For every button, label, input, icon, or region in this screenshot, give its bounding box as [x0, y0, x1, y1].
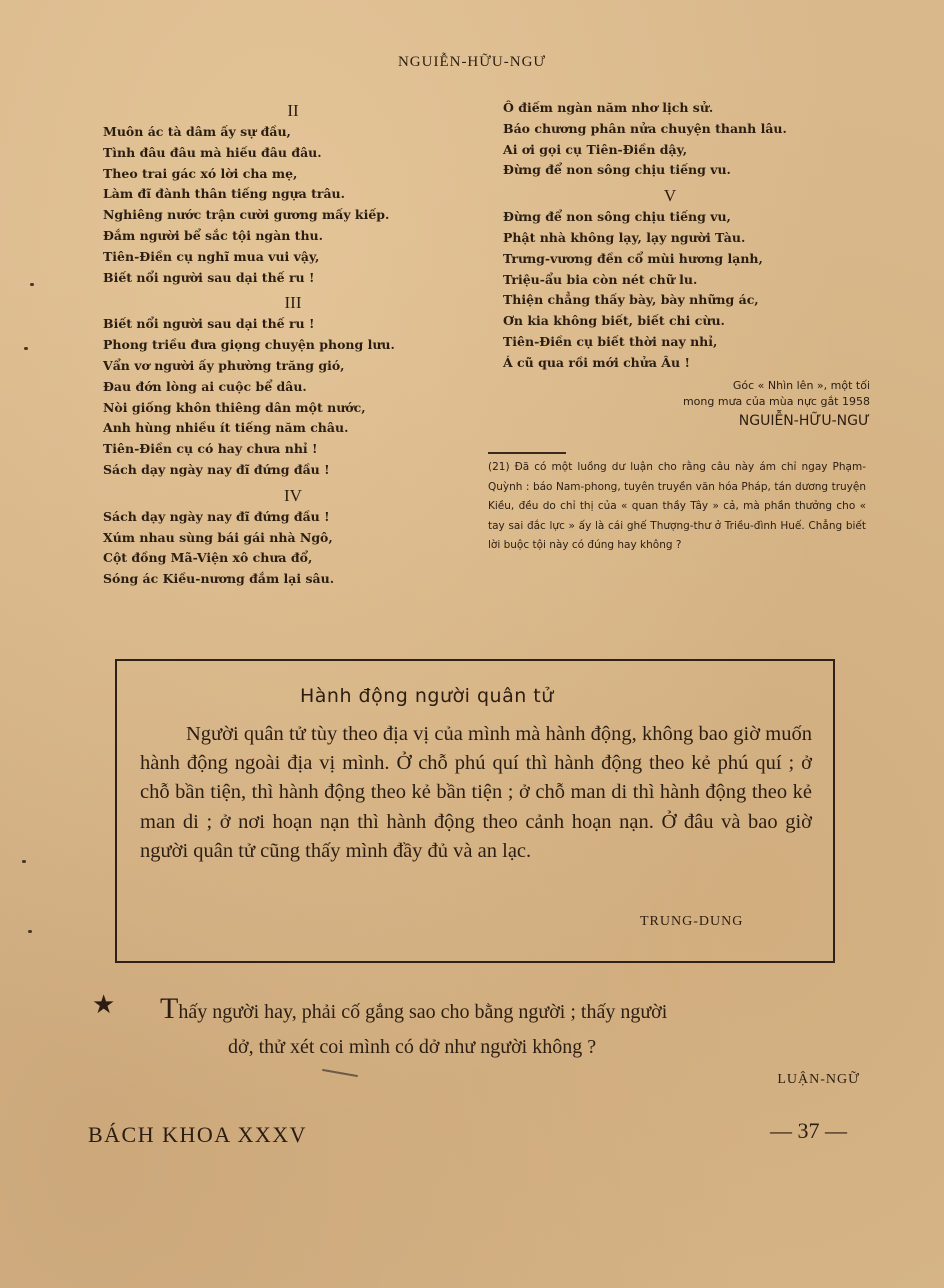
verse-line: Tiên-Điền cụ có hay chưa nhỉ !	[103, 441, 318, 457]
verse-line: Đừng để non sông chịu tiếng vu,	[503, 209, 731, 225]
paper-speck	[28, 930, 32, 933]
verse-line: Ai ơi gọi cụ Tiên-Điền dậy,	[503, 141, 688, 157]
publication-title: BÁCH KHOA XXXV	[88, 1122, 308, 1147]
verse-line: Á cũ qua rồi mới chửa Âu !	[503, 354, 690, 370]
poem-continuation	[503, 98, 883, 181]
paper-speck	[24, 347, 28, 350]
poem-section-iv	[103, 485, 483, 590]
box-border-left	[115, 659, 117, 963]
verse-line: Báo chương phân nửa chuyện thanh lâu.	[503, 120, 787, 136]
poem-left-column	[103, 100, 483, 594]
pen-mark	[322, 1069, 358, 1077]
verse-line: Anh hùng nhiều ít tiếng năm châu.	[103, 420, 349, 436]
verse-line: Trưng-vương đền cổ mùi hương lạnh,	[503, 250, 763, 266]
signature-note: Góc « Nhìn lên », một tối	[732, 379, 870, 392]
verse-line: Theo trai gác xó lời cha mẹ,	[103, 165, 298, 181]
verse-line: Đừng để non sông chịu tiếng vu.	[503, 162, 731, 178]
verse-line: Tiên-Điền cụ nghĩ mua vui vậy,	[103, 248, 320, 264]
page-number: — 37 —	[770, 1118, 847, 1143]
section-numeral: II	[287, 101, 299, 120]
quote-line-1	[160, 994, 870, 1027]
box-body: Người quân tử tùy theo địa vị của mình mà hành động, không bao giờ muốn hành động ngoài địa vị mình. Ở chỗ phú quí thì hành động theo kẻ phú quí ; ở chỗ bần tiện, thì hành động theo kẻ bần tiện ; ở chỗ man di thì hành động theo kẻ man di ; ở nơi hoạn nạn thì hành động theo cảnh hoạn nạn. Ở đâu và bao giờ người quân tử cũng thấy mình đầy đủ và an lạc.	[140, 723, 812, 862]
signature-name: NGUIỄN-HỮU-NGƯ	[738, 413, 870, 429]
box-border-top	[115, 659, 835, 661]
running-head: NGUIỄN-HỮU-NGƯ	[397, 54, 547, 70]
verse-line: Cột đồng Mã-Viện xô chưa đổ,	[103, 550, 313, 566]
signature-note: mong mưa của mùa nực gắt 1958	[682, 395, 870, 408]
verse-line: Biết nổi người sau dại thế ru !	[103, 269, 315, 285]
verse-line: Biết nổi người sau dại thế ru !	[103, 316, 315, 332]
verse-line: Ơn kia không biết, biết chi cừu.	[503, 313, 725, 329]
verse-line: Vẩn vơ người ấy phường trăng gió,	[103, 357, 345, 373]
poem-signature	[590, 378, 870, 432]
poem-section-ii	[103, 100, 483, 288]
verse-line: Phật nhà không lạy, lạy người Tàu.	[503, 229, 746, 245]
quote-line-2: dở, thử xét coi mình có dở như người không ?	[228, 1036, 597, 1058]
quote-line-1-text: hấy người hay, phải cố gắng sao cho bằng người ; thấy người	[178, 1001, 668, 1023]
verse-line: Xúm nhau sùng bái gái nhà Ngô,	[103, 529, 333, 545]
box-border-right	[833, 659, 835, 963]
paper-speck	[22, 860, 26, 863]
poem-section-v	[503, 185, 883, 373]
verse-line: Tiên-Điền cụ biết thời nay nhỉ,	[503, 333, 718, 349]
verse-line: Làm đĩ đành thân tiếng ngựa trâu.	[103, 186, 345, 202]
box-title: Hành động người quân tử	[300, 685, 554, 707]
verse-line: Phong triều đưa giọng chuyện phong lưu.	[103, 337, 395, 353]
star-icon: ★	[92, 990, 116, 1020]
verse-line: Sách dạy ngày nay đĩ đứng đầu !	[103, 461, 330, 477]
verse-line: Nghiêng nước trận cười gương mấy kiếp.	[103, 207, 390, 223]
verse-line: Đau đớn lòng ai cuộc bể dâu.	[103, 378, 307, 394]
quote-author: LUẬN-NGỮ	[777, 1072, 860, 1087]
verse-line: Đắm người bể sắc tội ngàn thu.	[103, 227, 323, 243]
verse-line: Sóng ác Kiều-nương đắm lại sâu.	[103, 571, 335, 587]
verse-line: Sách dạy ngày nay đĩ đứng đầu !	[103, 508, 330, 524]
section-numeral: IV	[284, 485, 302, 505]
footnote: (21) Đã có một luồng dư luận cho rằng câu này ám chỉ ngay Phạm-Quỳnh : báo Nam-phong, tuyên truyền văn hóa Pháp, tán dương truyện Kiều, đều do chỉ thị của « quan thầy Tây » cả, mà phần thưởng cho « tay sai đắc lực » ấy là cái ghế Thượng-thư ở Triều-đình Huế. Chẳng biết lời buộc tội này có đúng hay không ?	[488, 461, 866, 551]
quote-dropcap: T	[160, 992, 179, 1025]
verse-line: Tình đâu đâu mà hiếu đâu đâu.	[103, 144, 322, 160]
footnote-rule	[488, 452, 566, 454]
box-border-bottom	[115, 961, 835, 963]
verse-line: Nòi giống khôn thiêng dân một nước,	[103, 399, 366, 415]
section-numeral: III	[284, 293, 302, 313]
poem-right-column	[503, 98, 883, 378]
poem-section-iii	[103, 292, 483, 480]
section-numeral: V	[663, 186, 677, 206]
box-author: TRUNG-DUNG	[640, 914, 744, 929]
verse-line: Ô điếm ngàn năm nhơ lịch sử.	[503, 100, 714, 115]
verse-line: Triệu-ẩu bia còn nét chữ lu.	[503, 271, 698, 287]
paper-speck	[30, 283, 34, 286]
verse-line: Thiện chẳng thấy bày, bày những ác,	[503, 292, 759, 308]
verse-line: Muôn ác tà dâm ấy sự đầu,	[103, 124, 291, 139]
